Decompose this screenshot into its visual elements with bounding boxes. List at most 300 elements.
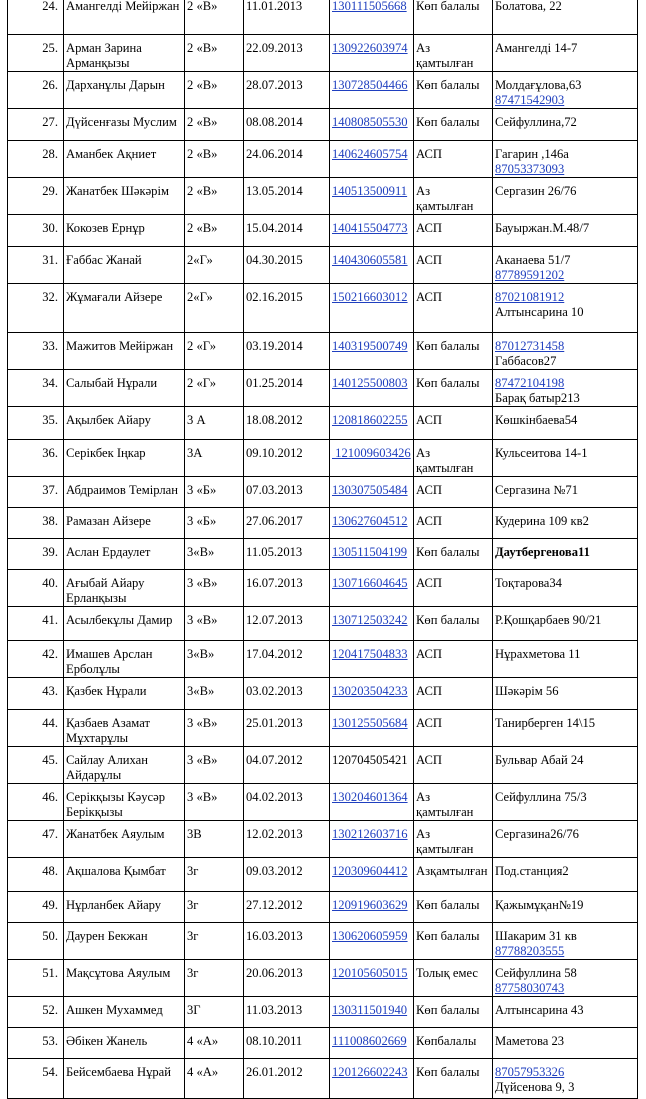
address-cell (493, 333, 638, 370)
address-cell (493, 784, 638, 821)
family-status: Аз қамтылған (414, 178, 493, 215)
birth-date: 27.12.2012 (244, 892, 330, 923)
iin-cell (330, 710, 414, 747)
iin-link[interactable]: 130712503242 (332, 613, 408, 627)
student-class: 2«Г» (185, 284, 244, 333)
birth-date: 18.08.2012 (244, 407, 330, 440)
table-row (8, 284, 638, 333)
iin-link[interactable]: 130620605959 (332, 929, 408, 943)
student-name: Ақылбек Айару (64, 407, 185, 440)
iin-cell (330, 247, 414, 284)
student-class: 3А (185, 440, 244, 477)
family-status: Көп балалы (414, 892, 493, 923)
address: Алтынсарина 10 (495, 305, 584, 319)
student-name: Арман Зарина Арманқызы (64, 35, 185, 72)
table-row (8, 607, 638, 641)
birth-date: 04.30.2015 (244, 247, 330, 284)
student-name: Салыбай Нұрали (64, 370, 185, 407)
row-number: 34. (8, 370, 64, 407)
row-number: 51. (8, 960, 64, 997)
family-status: АСП (414, 678, 493, 710)
row-number: 46. (8, 784, 64, 821)
student-class: 3 «В» (185, 710, 244, 747)
address: Габбасов27 (495, 354, 557, 368)
family-status: Аз қамтылған (414, 440, 493, 477)
table-row (8, 215, 638, 247)
table-row (8, 333, 638, 370)
row-number: 36. (8, 440, 64, 477)
phone-link[interactable]: 87789591202 (495, 268, 565, 282)
birth-date: 04.02.2013 (244, 784, 330, 821)
phone-link[interactable]: 87758030743 (495, 981, 565, 995)
address: Алтынсарина 43 (495, 1003, 584, 1017)
address: Болатова, 22 (495, 0, 562, 13)
row-number: 50. (8, 923, 64, 960)
table-row (8, 858, 638, 892)
iin-link[interactable]: 130125505684 (332, 716, 408, 730)
student-name: Ғаббас Жанай (64, 247, 185, 284)
phone-link[interactable]: 87053373093 (495, 162, 565, 176)
table-row (8, 109, 638, 141)
birth-date: 12.07.2013 (244, 607, 330, 641)
family-status: Азқамтылған (414, 858, 493, 892)
student-class: 3«В» (185, 641, 244, 678)
family-status: АСП (414, 215, 493, 247)
family-status: АСП (414, 407, 493, 440)
phone-link[interactable]: 87788203555 (495, 944, 565, 958)
row-number: 41. (8, 607, 64, 641)
family-status: Көп балалы (414, 333, 493, 370)
iin-cell (330, 747, 414, 784)
table-row (8, 35, 638, 72)
iin-cell (330, 72, 414, 109)
student-name: Рамазан Айзере (64, 508, 185, 539)
iin-cell (330, 1059, 414, 1099)
row-number: 27. (8, 109, 64, 141)
address: Сергазин 26/76 (495, 184, 577, 198)
address: Нұрахметова 11 (495, 647, 581, 661)
iin-cell (330, 0, 414, 35)
student-class: 3Г (185, 997, 244, 1028)
address-cell (493, 923, 638, 960)
iin-link[interactable]: 111008602669 (332, 1034, 407, 1048)
address-cell (493, 678, 638, 710)
birth-date: 11.05.2013 (244, 539, 330, 570)
address: Р.Қошқарбаев 90/21 (495, 613, 602, 627)
student-class: 2 «В» (185, 72, 244, 109)
address: Гагарин ,146а (495, 147, 569, 161)
address-cell (493, 960, 638, 997)
iin-link[interactable]: 140624605754 (332, 147, 408, 161)
birth-date: 16.03.2013 (244, 923, 330, 960)
table-row (8, 923, 638, 960)
iin-link[interactable]: 130111505668 (332, 0, 407, 13)
student-class: 2 «В» (185, 109, 244, 141)
birth-date: 11.03.2013 (244, 997, 330, 1028)
birth-date: 12.02.2013 (244, 821, 330, 858)
address-cell (493, 570, 638, 607)
table-row (8, 784, 638, 821)
iin-link[interactable]: 130728504466 (332, 78, 408, 92)
family-status: Толық емес (414, 960, 493, 997)
iin-cell (330, 284, 414, 333)
row-number: 52. (8, 997, 64, 1028)
iin-cell (330, 407, 414, 440)
row-number: 33. (8, 333, 64, 370)
family-status: Көп балалы (414, 370, 493, 407)
birth-date: 25.01.2013 (244, 710, 330, 747)
phone-link[interactable]: 87472104198 (495, 376, 565, 390)
family-status: Аз қамтылған (414, 784, 493, 821)
row-number: 31. (8, 247, 64, 284)
family-status: АСП (414, 141, 493, 178)
table-row (8, 440, 638, 477)
row-number: 53. (8, 1028, 64, 1059)
student-class: 3 «В» (185, 570, 244, 607)
iin-cell (330, 607, 414, 641)
table-row (8, 0, 638, 35)
family-status: АСП (414, 641, 493, 678)
address: Сейфуллина 75/3 (495, 790, 587, 804)
student-name: Нұрланбек Айару (64, 892, 185, 923)
iin-link[interactable]: 130307505484 (332, 483, 408, 497)
family-status: Көп балалы (414, 0, 493, 35)
address: Маметова 23 (495, 1034, 565, 1048)
table-row (8, 178, 638, 215)
student-class: 2 «В» (185, 0, 244, 35)
address: Көшкінбаева54 (495, 413, 578, 427)
table-row (8, 477, 638, 508)
family-status: АСП (414, 477, 493, 508)
table-row (8, 508, 638, 539)
address: Қажымұқан№19 (495, 898, 584, 912)
student-name: Серікбек Іңкар (64, 440, 185, 477)
address: Сергазина №71 (495, 483, 578, 497)
birth-date: 08.08.2014 (244, 109, 330, 141)
family-status: Көп балалы (414, 109, 493, 141)
address: Танирберген 14\15 (495, 716, 596, 730)
iin-cell (330, 440, 414, 477)
student-name: Әбікен Жанель (64, 1028, 185, 1059)
table-row (8, 892, 638, 923)
student-class: 3 «В» (185, 607, 244, 641)
row-number: 28. (8, 141, 64, 178)
student-name: Қазбек Нұрали (64, 678, 185, 710)
birth-date: 17.04.2012 (244, 641, 330, 678)
student-class: 2 «Г» (185, 370, 244, 407)
address: Амангелді 14-7 (495, 41, 578, 55)
phone-link[interactable]: 87057953326 (495, 1065, 565, 1079)
iin-link[interactable]: 130922603974 (332, 41, 408, 55)
address-cell (493, 747, 638, 784)
student-name: Ашкен Мухаммед (64, 997, 185, 1028)
iin-link[interactable]: 120417504833 (332, 647, 408, 661)
iin-cell (330, 333, 414, 370)
student-name: Бейсембаева Нұрай (64, 1059, 185, 1099)
iin-cell (330, 784, 414, 821)
iin-cell (330, 1028, 414, 1059)
birth-date: 24.06.2014 (244, 141, 330, 178)
iin-link[interactable]: 120309604412 (332, 864, 408, 878)
address: Бульвар Абай 24 (495, 753, 584, 767)
row-number: 42. (8, 641, 64, 678)
iin-cell (330, 215, 414, 247)
iin-cell (330, 508, 414, 539)
row-number: 37. (8, 477, 64, 508)
address: Барақ батыр213 (495, 391, 580, 405)
iin-link[interactable]: 130627604512 (332, 514, 408, 528)
row-number: 49. (8, 892, 64, 923)
student-class: 3 «Б» (185, 508, 244, 539)
table-row (8, 141, 638, 178)
student-class: 3г (185, 858, 244, 892)
row-number: 47. (8, 821, 64, 858)
student-name: Аманбек Ақниет (64, 141, 185, 178)
table-row (8, 407, 638, 440)
birth-date: 01.25.2014 (244, 370, 330, 407)
family-status: АСП (414, 710, 493, 747)
address: Дүйсенова 9, 3 (495, 1080, 575, 1094)
birth-date: 03.02.2013 (244, 678, 330, 710)
row-number: 32. (8, 284, 64, 333)
address-cell (493, 178, 638, 215)
family-status: Көп балалы (414, 607, 493, 641)
iin-text: 120704505421 (332, 753, 408, 767)
student-class: 2 «В» (185, 178, 244, 215)
address-cell (493, 0, 638, 35)
address-cell (493, 710, 638, 747)
family-status: Көпбалалы (414, 1028, 493, 1059)
student-name: Жұмағали Айзере (64, 284, 185, 333)
student-name: Жанатбек Аяулым (64, 821, 185, 858)
table-row (8, 247, 638, 284)
iin-link[interactable]: 140415504773 (332, 221, 408, 235)
table-row (8, 72, 638, 109)
birth-date: 04.07.2012 (244, 747, 330, 784)
address: Даутбергенова11 (495, 545, 590, 559)
address: Кудерина 109 кв2 (495, 514, 589, 528)
student-class: 3г (185, 892, 244, 923)
birth-date: 03.19.2014 (244, 333, 330, 370)
iin-link[interactable]: 120818602255 (332, 413, 408, 427)
row-number: 44. (8, 710, 64, 747)
table-row (8, 1028, 638, 1059)
row-number: 35. (8, 407, 64, 440)
student-class: 3«В» (185, 678, 244, 710)
student-name: Даурен Бекжан (64, 923, 185, 960)
family-status: Аз қамтылған (414, 35, 493, 72)
student-name: Абдраимов Темірлан (64, 477, 185, 508)
birth-date: 08.10.2011 (244, 1028, 330, 1059)
student-class: 2 «В» (185, 215, 244, 247)
family-status: Көп балалы (414, 539, 493, 570)
address-cell (493, 247, 638, 284)
iin-cell (330, 141, 414, 178)
iin-link[interactable]: 140430605581 (332, 253, 408, 267)
students-table-body (8, 0, 638, 1099)
address: Шакарим 31 кв (495, 929, 577, 943)
student-class: 4 «А» (185, 1028, 244, 1059)
iin-cell (330, 570, 414, 607)
table-row (8, 570, 638, 607)
iin-link[interactable]: 130716604645 (332, 576, 408, 590)
address: Сейфуллина 58 (495, 966, 577, 980)
iin-link[interactable]: 121009603426 (332, 446, 411, 460)
iin-cell (330, 370, 414, 407)
table-row (8, 370, 638, 407)
iin-cell (330, 997, 414, 1028)
address: Молдағұлова,63 (495, 78, 582, 92)
family-status: АСП (414, 570, 493, 607)
student-name: Дүйсенғазы Муслим (64, 109, 185, 141)
birth-date: 26.01.2012 (244, 1059, 330, 1099)
family-status: АСП (414, 284, 493, 333)
address-cell (493, 1059, 638, 1099)
table-row (8, 997, 638, 1028)
student-class: 3 «Б» (185, 477, 244, 508)
address-cell (493, 407, 638, 440)
table-row (8, 821, 638, 858)
iin-cell (330, 960, 414, 997)
birth-date: 02.16.2015 (244, 284, 330, 333)
table-row (8, 1059, 638, 1099)
iin-cell (330, 892, 414, 923)
address: Шәкәрім 56 (495, 684, 559, 698)
address-cell (493, 284, 638, 333)
iin-cell (330, 641, 414, 678)
family-status: Көп балалы (414, 997, 493, 1028)
student-name: Асылбекұлы Дамир (64, 607, 185, 641)
family-status: Көп балалы (414, 72, 493, 109)
address: Сейфуллина,72 (495, 115, 577, 129)
address: Кульсеитова 14-1 (495, 446, 588, 460)
student-class: 3г (185, 960, 244, 997)
address-cell (493, 440, 638, 477)
family-status: АСП (414, 747, 493, 784)
birth-date: 07.03.2013 (244, 477, 330, 508)
phone-link[interactable]: 87012731458 (495, 339, 565, 353)
family-status: Көп балалы (414, 1059, 493, 1099)
table-row (8, 960, 638, 997)
family-status: Көп балалы (414, 923, 493, 960)
student-class: 2«Г» (185, 247, 244, 284)
iin-cell (330, 109, 414, 141)
iin-link[interactable]: 120126602243 (332, 1065, 408, 1079)
iin-link[interactable]: 140808505530 (332, 115, 408, 129)
iin-link[interactable]: 120919603629 (332, 898, 408, 912)
student-name: Мажитов Мейіржан (64, 333, 185, 370)
table-row (8, 710, 638, 747)
address: Под.станция2 (495, 864, 569, 878)
student-name: Сайлау Алихан Айдарұлы (64, 747, 185, 784)
iin-link[interactable]: 130203504233 (332, 684, 408, 698)
student-class: 3 «В» (185, 784, 244, 821)
student-class: 3 А (185, 407, 244, 440)
row-number: 39. (8, 539, 64, 570)
row-number: 54. (8, 1059, 64, 1099)
student-name: Мақсұтова Аяулым (64, 960, 185, 997)
address-cell (493, 892, 638, 923)
row-number: 43. (8, 678, 64, 710)
student-class: 4 «А» (185, 1059, 244, 1099)
row-number: 29. (8, 178, 64, 215)
address: Аканаева 51/7 (495, 253, 571, 267)
row-number: 25. (8, 35, 64, 72)
iin-cell (330, 477, 414, 508)
row-number: 40. (8, 570, 64, 607)
table-row (8, 641, 638, 678)
iin-link[interactable]: 130212603716 (332, 827, 408, 841)
student-class: 3г (185, 923, 244, 960)
family-status: Аз қамтылған (414, 821, 493, 858)
address-cell (493, 858, 638, 892)
iin-link[interactable]: 130511504199 (332, 545, 408, 559)
birth-date: 28.07.2013 (244, 72, 330, 109)
address: Сергазина26/76 (495, 827, 579, 841)
iin-link[interactable]: 140319500749 (332, 339, 408, 353)
family-status: АСП (414, 247, 493, 284)
iin-link[interactable]: 140125500803 (332, 376, 408, 390)
row-number: 45. (8, 747, 64, 784)
iin-link[interactable]: 150216603012 (332, 290, 408, 304)
address-cell (493, 141, 638, 178)
student-class: 2 «Г» (185, 333, 244, 370)
iin-cell (330, 923, 414, 960)
birth-date: 15.04.2014 (244, 215, 330, 247)
students-table (7, 0, 638, 1099)
birth-date: 09.03.2012 (244, 858, 330, 892)
birth-date: 20.06.2013 (244, 960, 330, 997)
address-cell (493, 477, 638, 508)
iin-cell (330, 858, 414, 892)
row-number: 26. (8, 72, 64, 109)
iin-cell (330, 178, 414, 215)
birth-date: 09.10.2012 (244, 440, 330, 477)
iin-link[interactable]: 130204601364 (332, 790, 408, 804)
phone-link[interactable]: 87021081912 (495, 290, 565, 304)
student-name: Серікқызы Кәусәр Берікқызы (64, 784, 185, 821)
birth-date: 22.09.2013 (244, 35, 330, 72)
address-cell (493, 821, 638, 858)
iin-link[interactable]: 140513500911 (332, 184, 408, 198)
student-name: Дарханұлы Дарын (64, 72, 185, 109)
birth-date: 27.06.2017 (244, 508, 330, 539)
phone-link[interactable]: 87471542903 (495, 93, 565, 107)
address-cell (493, 370, 638, 407)
iin-link[interactable]: 130311501940 (332, 1003, 408, 1017)
student-name: Амангелді Мейіржан (64, 0, 185, 35)
address: Бауыржан.М.48/7 (495, 221, 590, 235)
iin-link[interactable]: 120105605015 (332, 966, 408, 980)
student-class: 3В (185, 821, 244, 858)
iin-cell (330, 35, 414, 72)
address-cell (493, 215, 638, 247)
address-cell (493, 72, 638, 109)
table-row (8, 678, 638, 710)
address-cell (493, 607, 638, 641)
student-name: Аслан Ердаулет (64, 539, 185, 570)
iin-cell (330, 539, 414, 570)
student-class: 2 «В» (185, 35, 244, 72)
iin-cell (330, 678, 414, 710)
student-name: Имашев Арслан Ерболұлы (64, 641, 185, 678)
student-name: Жанатбек Шәкәрім (64, 178, 185, 215)
address-cell (493, 35, 638, 72)
address-cell (493, 109, 638, 141)
row-number: 48. (8, 858, 64, 892)
address-cell (493, 508, 638, 539)
address-cell (493, 1028, 638, 1059)
